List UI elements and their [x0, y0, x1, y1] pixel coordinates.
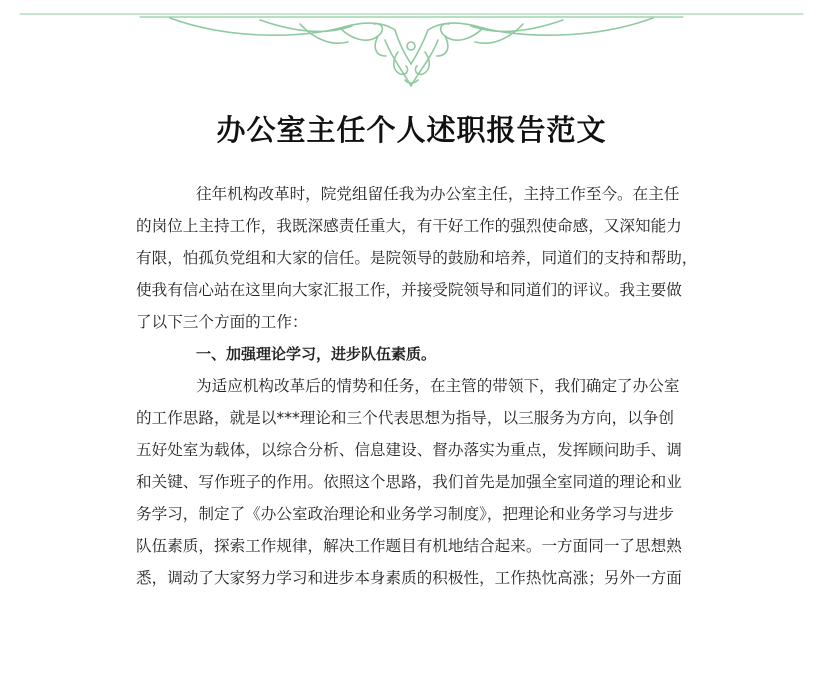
document-title: 办公室主任个人述职报告范文: [216, 113, 607, 147]
paragraph-line: 和关键、写作班子的作用。依照这个思路，我们首先是加强全室同道的理论和业: [136, 473, 682, 491]
paragraph-line: 队伍素质，探索工作规律，解决工作题目有机地结合起来。一方面同一了思想熟: [136, 537, 682, 555]
document-body: [136, 178, 698, 594]
paragraph-line: 的工作思路，就是以***理论和三个代表思想为指导，以三服务为方向，以争创: [136, 409, 674, 427]
paragraph-line: 务学习，制定了《办公室政治理论和业务学习制度》，把理论和业务学习与进步: [136, 505, 674, 523]
paragraph-line: 往年机构改革时，院党组留任我为办公室主任，主持工作至今。在主任: [196, 185, 680, 203]
paragraph-line: 的岗位上主持工作，我既深感责任重大，有干好工作的强烈使命感，又深知能力: [136, 217, 682, 235]
paragraph-line: 有限，怕孤负党组和大家的信任。是院领导的鼓励和培养，同道们的支持和帮助，: [136, 249, 698, 267]
paragraph-line: 使我有信心站在这里向大家汇报工作，并接受院领导和同道们的评议。我主要做: [136, 281, 682, 299]
paragraph-line: 悉，调动了大家努力学习和进步本身素质的积极性，工作热忱高涨；另外一方面: [136, 569, 682, 587]
header-ornament: [0, 0, 823, 100]
paragraph-line: 了以下三个方面的工作：: [136, 313, 308, 331]
section-heading: 一、加强理论学习，进步队伍素质。: [196, 345, 437, 363]
paragraph-line: 为适应机构改革后的情势和任务，在主管的带领下，我们确定了办公室: [196, 377, 680, 395]
paragraph-line: 五好处室为载体，以综合分析、信息建设、督办落实为重点，发挥顾问助手、调: [136, 441, 682, 459]
